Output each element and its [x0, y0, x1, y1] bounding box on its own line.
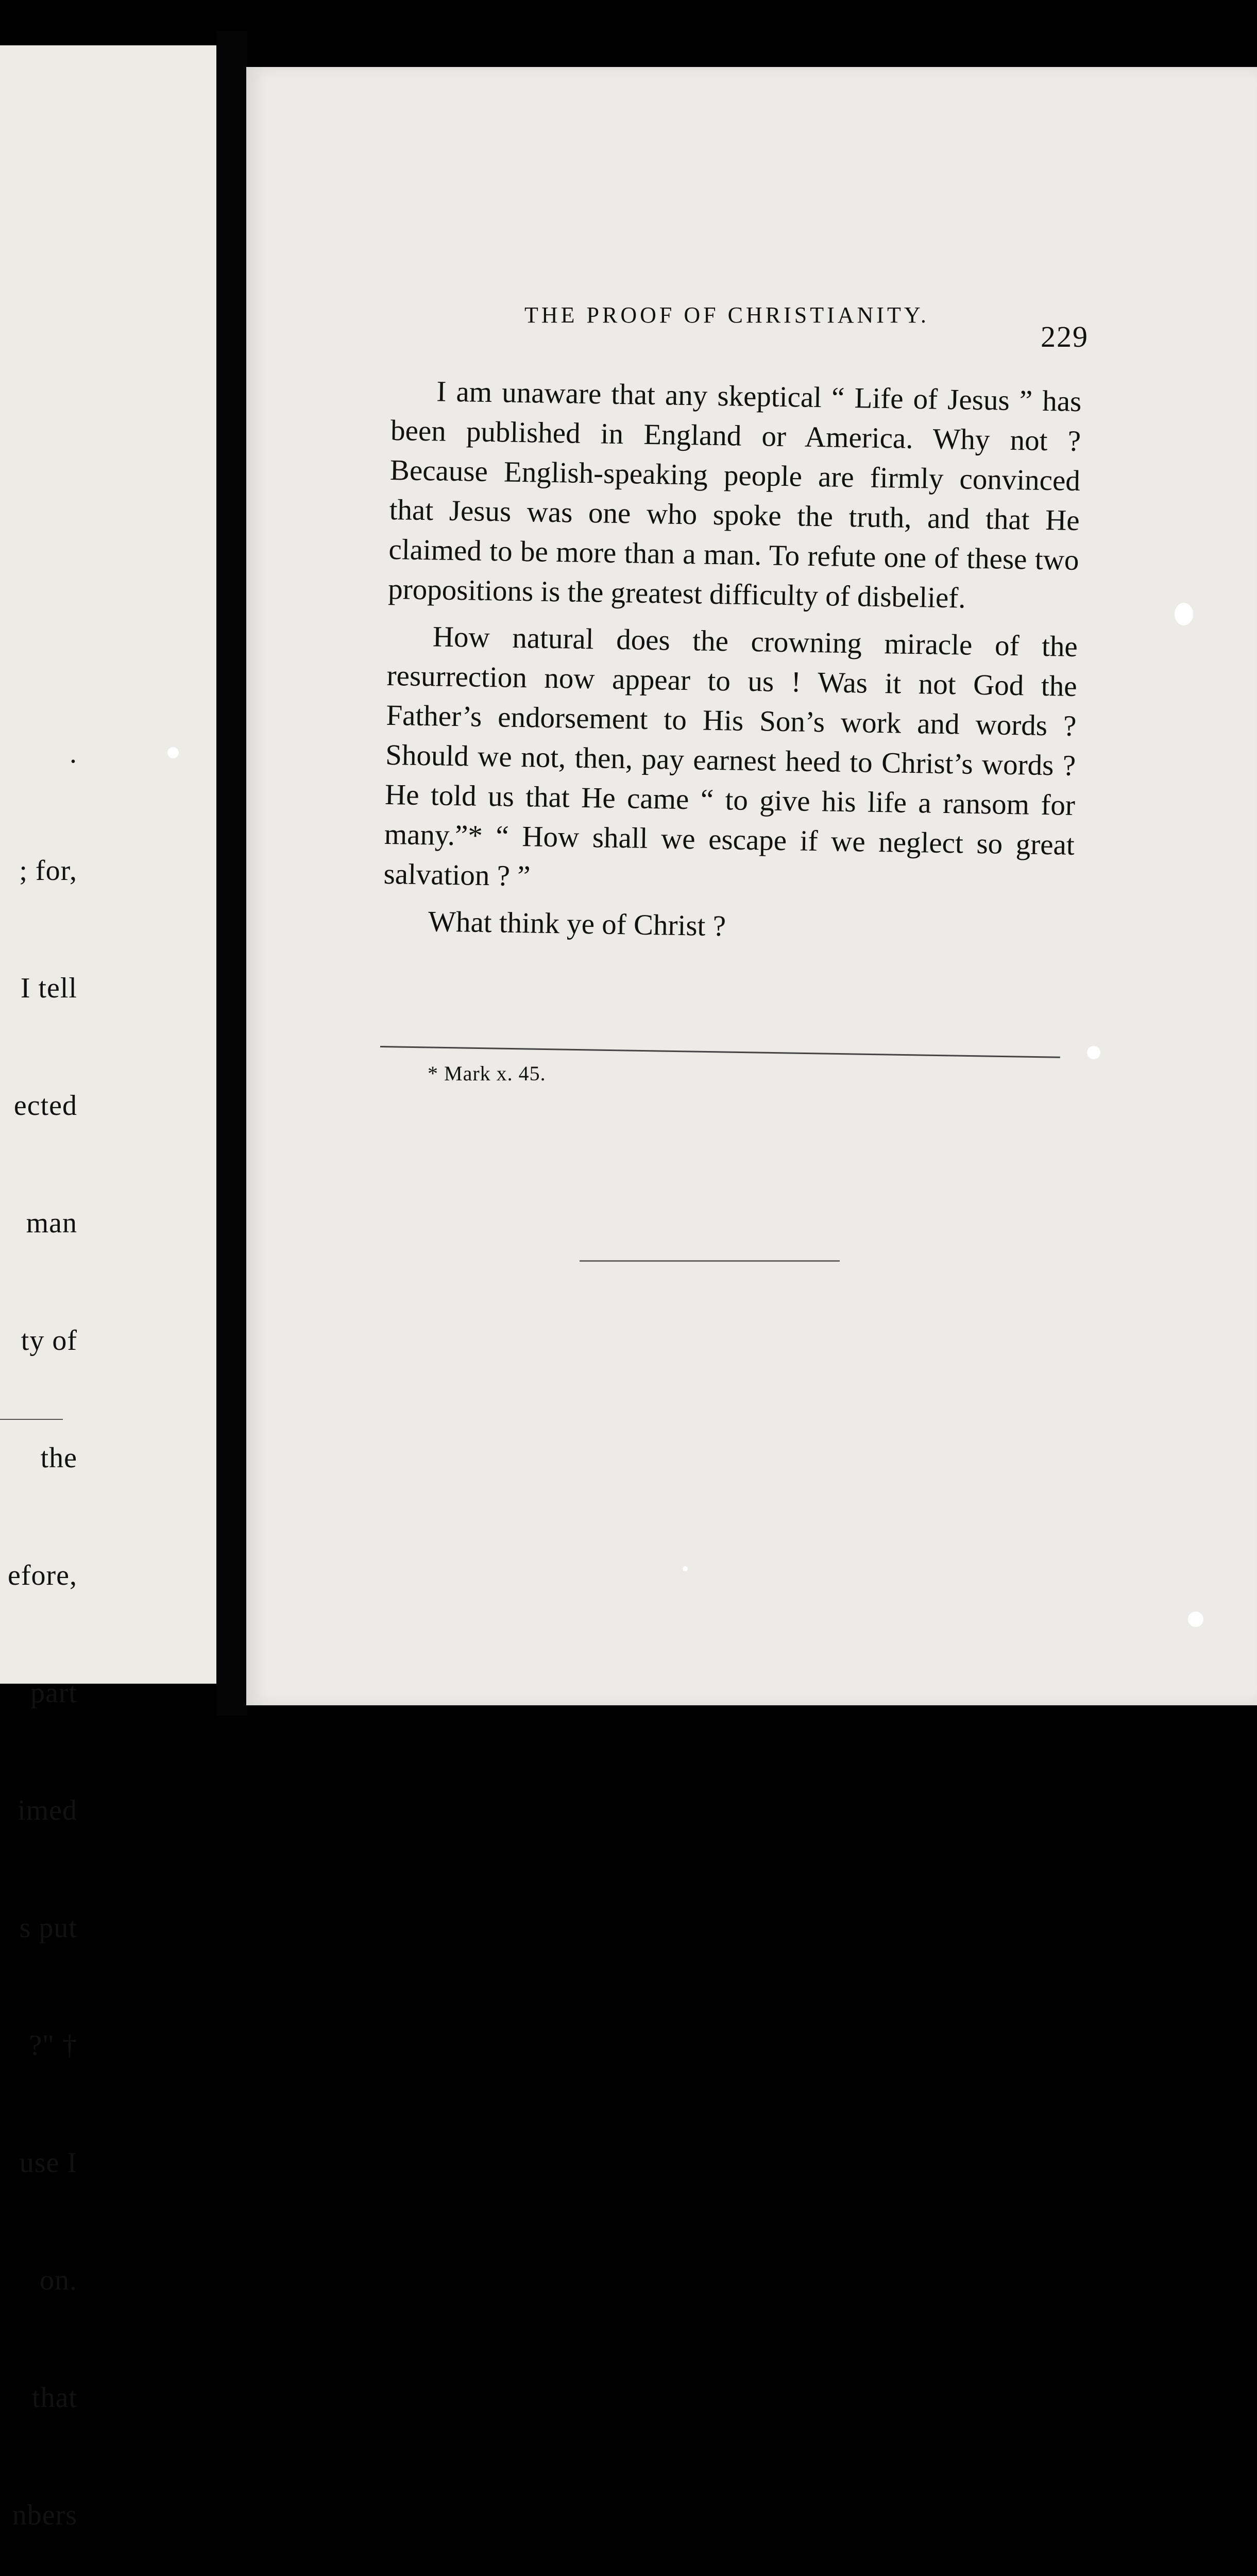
- paragraph: What think ye of Christ ?: [428, 905, 726, 943]
- scan-speck: [167, 747, 179, 758]
- left-line: man: [26, 1207, 77, 1239]
- scan-speck: [683, 1566, 688, 1571]
- scan-speck: [1087, 1046, 1100, 1059]
- left-line: ected: [13, 1090, 77, 1122]
- left-line: use I: [19, 2147, 77, 2179]
- left-line: ?" †: [29, 2029, 77, 2061]
- left-line: ; for,: [19, 855, 77, 887]
- scan-speck: [1175, 603, 1193, 625]
- left-line: imed: [18, 1794, 77, 1826]
- running-head: THE PROOF OF CHRISTIANITY.: [524, 302, 929, 328]
- left-page-rule: [0, 1419, 63, 1420]
- scan-speck: [1188, 1612, 1203, 1627]
- left-line: .: [70, 737, 77, 769]
- page-number: 229: [1041, 320, 1089, 353]
- left-line: s put: [19, 1912, 77, 1944]
- left-line: part: [30, 1677, 77, 1709]
- left-line: on.: [40, 2264, 77, 2296]
- left-facing-page: [0, 45, 216, 2531]
- left-line: ty of: [21, 1325, 77, 1357]
- left-line: I tell: [20, 972, 77, 1004]
- left-line: efore,: [7, 1560, 77, 1591]
- left-line: nbers: [12, 2499, 77, 2531]
- paragraph: How natural does the crowning miracle of the resurrection now appear to us ! Was it not God the Father’s endorsement to His Son’s work and words ? Should we not, then, pay earnest heed to Christ’s words ? He told us that He came “ to give his life a ransom for many.”* “ How shall we escape if we neglect so great salvation ? ”: [383, 620, 1078, 893]
- left-line: that: [32, 2382, 77, 2414]
- footnote: * Mark x. 45.: [428, 1062, 546, 1085]
- left-line: [0, 616, 77, 655]
- left-line: the: [40, 1442, 77, 1474]
- paragraph: I am unaware that any skeptical “ Life of Jesus ” has been published in England or America. Why not ? Because English-speaking people are firmly convinced that Jesus was one who spoke the truth, and that He claimed to be more than a man. To refute one of these two propositions is the greatest difficulty of disbelief.: [387, 375, 1082, 615]
- book-gutter: [216, 31, 247, 1716]
- left-line: [0, 381, 77, 420]
- left-line: [0, 499, 77, 538]
- chapter-end-rule: [580, 1260, 840, 1262]
- left-page-text-fragments: [0, 303, 77, 2576]
- page-body: [382, 371, 1081, 959]
